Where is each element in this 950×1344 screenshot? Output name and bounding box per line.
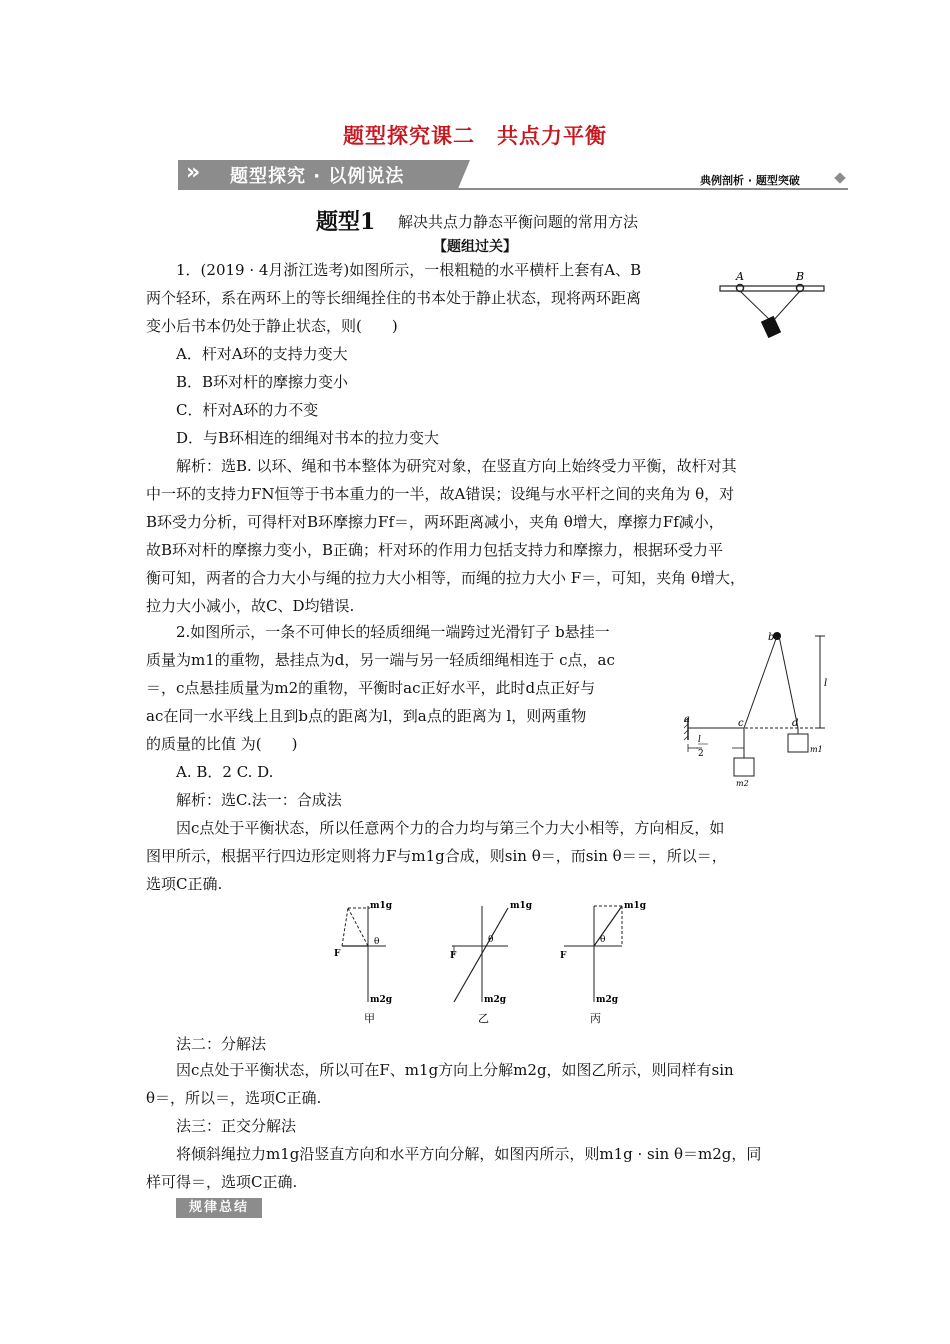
q2-stem-line: 2.如图所示，一条不可伸长的轻质细绳一端跨过光滑钉子 b悬挂一 bbox=[176, 623, 610, 641]
q2-stem-line: 质量为m1的重物，悬挂点为d，另一端与另一轻质细绳相连于 c点，ac bbox=[146, 651, 615, 669]
force-diagram-yi bbox=[448, 898, 538, 1024]
q2-label-two: 2 bbox=[698, 749, 704, 759]
q2-label-d: d bbox=[792, 718, 799, 729]
q2-label-c: c bbox=[738, 718, 744, 729]
diamond-icon bbox=[834, 172, 845, 183]
q1-stem-line: 两个轻环，系在两环上的等长细绳拴住的书本处于静止状态，现将两环距离 bbox=[146, 289, 642, 307]
q2-analysis-line: 因c点处于平衡状态，所以任意两个力的合力均与第三个力大小相等，方向相反，如 bbox=[176, 819, 725, 837]
q2-label-m2: m2 bbox=[736, 779, 749, 788]
q2-analysis-line: 选项C正确. bbox=[146, 875, 223, 893]
q1-option: D．与B环相连的细绳对书本的拉力变大 bbox=[176, 429, 440, 447]
svg-text:m2g: m2g bbox=[370, 995, 393, 1005]
svg-text:F: F bbox=[560, 951, 567, 961]
q2-analysis-line: 图甲所示，根据平行四边形定则将力F与m1g合成，则sin θ＝，而sin θ＝＝，所以＝， bbox=[146, 847, 727, 865]
q2-options: A. B．2 C. D. bbox=[176, 763, 274, 781]
page-title: 题型探究课二 共点力平衡 bbox=[343, 123, 607, 148]
q2-label-b: b bbox=[768, 632, 775, 643]
q2-method3-head: 法三：正交分解法 bbox=[176, 1117, 297, 1135]
q2-stem-line: ac在同一水平线上且到b点的距离为l，到a点的距离为 l，则两重物 bbox=[146, 707, 587, 725]
q2-figure bbox=[684, 628, 844, 788]
q1-figure bbox=[720, 262, 830, 342]
caption-bing: 丙 bbox=[590, 1012, 601, 1025]
svg-text:m1g: m1g bbox=[370, 901, 393, 911]
svg-text:F: F bbox=[450, 951, 457, 961]
q2-label-l: l bbox=[824, 678, 828, 689]
svg-text:m1g: m1g bbox=[624, 901, 647, 911]
q1-stem-line: 1．(2019 · 4月浙江选考)如图所示，一根粗糙的水平横杆上套有A、B bbox=[176, 261, 642, 279]
svg-text:θ: θ bbox=[374, 937, 380, 947]
q2-method3-line: 样可得＝，选项C正确. bbox=[146, 1173, 298, 1191]
q1-option: C．杆对A环的力不变 bbox=[176, 401, 319, 419]
force-diagram-jia bbox=[334, 898, 424, 1024]
summary-tag: 规律总结 bbox=[176, 1198, 262, 1218]
banner-rule bbox=[178, 188, 848, 190]
force-diagram-bing bbox=[560, 898, 650, 1024]
q1-figure-label-a: A bbox=[736, 270, 744, 283]
q1-analysis-line: 故B环对杆的摩擦力变小，B正确；杆对环的作用力包括支持力和摩擦力，根据环受力平 bbox=[146, 541, 724, 559]
chevron-right-icon: » bbox=[186, 160, 201, 185]
q2-method2-line: θ＝，所以＝，选项C正确. bbox=[146, 1089, 322, 1107]
q1-option: B．B环对杆的摩擦力变小 bbox=[176, 373, 349, 391]
q1-figure-label-b: B bbox=[796, 270, 805, 283]
q2-method2-line: 因c点处于平衡状态，所以可在F、m1g方向上分解m2g，如图乙所示，则同样有sin bbox=[176, 1061, 734, 1079]
caption-jia: 甲 bbox=[364, 1012, 375, 1025]
q1-analysis-line: 解析：选B. 以环、绳和书本整体为研究对象，在竖直方向上始终受力平衡，故杆对其 bbox=[176, 457, 737, 475]
banner-right-label: 典例剖析 · 题型突破 bbox=[700, 174, 800, 187]
section-heading: 题型1 bbox=[316, 209, 376, 235]
q2-method3-line: 将倾斜绳拉力m1g沿竖直方向和水平方向分解，如图丙所示，则m1g · sin θ＝m2g，同 bbox=[176, 1145, 762, 1163]
q2-stem-line: 的质量的比值 为( ) bbox=[146, 735, 298, 753]
svg-text:m2g: m2g bbox=[484, 995, 507, 1005]
q2-label-a: a bbox=[684, 714, 690, 725]
caption-yi: 乙 bbox=[478, 1012, 489, 1025]
q2-analysis-head: 解析：选C.法一：合成法 bbox=[176, 791, 342, 809]
svg-text:m1g: m1g bbox=[510, 901, 533, 911]
q1-analysis-line: B环受力分析，可得杆对B环摩擦力Ff＝，两环距离减小，夹角 θ增大，摩擦力Ff减小， bbox=[146, 513, 724, 531]
q1-analysis-line: 拉力大小减小，故C、D均错误. bbox=[146, 597, 355, 615]
svg-text:θ: θ bbox=[488, 935, 494, 945]
svg-text:θ: θ bbox=[600, 935, 606, 945]
q2-label-m1: m1 bbox=[810, 745, 823, 754]
section-subheading: 【题组过关】 bbox=[433, 239, 517, 255]
q1-analysis-line: 中一环的支持力FN恒等于书本重力的一半，故A错误；设绳与水平杆之间的夹角为 θ，对 bbox=[146, 485, 735, 503]
svg-text:m2g: m2g bbox=[596, 995, 619, 1005]
q2-method2-head: 法二：分解法 bbox=[176, 1035, 267, 1053]
q2-label-half: l bbox=[698, 735, 701, 745]
svg-text:F: F bbox=[334, 949, 341, 959]
section-description: 解决共点力静态平衡问题的常用方法 bbox=[398, 213, 639, 231]
q1-stem-line: 变小后书本仍处于静止状态，则( ) bbox=[146, 317, 398, 335]
banner-left-label: 题型探究 · 以例说法 bbox=[230, 166, 405, 187]
q2-stem-line: ＝，c点悬挂质量为m2的重物，平衡时ac正好水平，此时d点正好与 bbox=[146, 679, 596, 697]
q1-analysis-line: 衡可知，两者的合力大小与绳的拉力大小相等，而绳的拉力大小 F＝，可知，夹角 θ增大， bbox=[146, 569, 745, 587]
q1-option: A．杆对A环的支持力变大 bbox=[176, 345, 348, 363]
